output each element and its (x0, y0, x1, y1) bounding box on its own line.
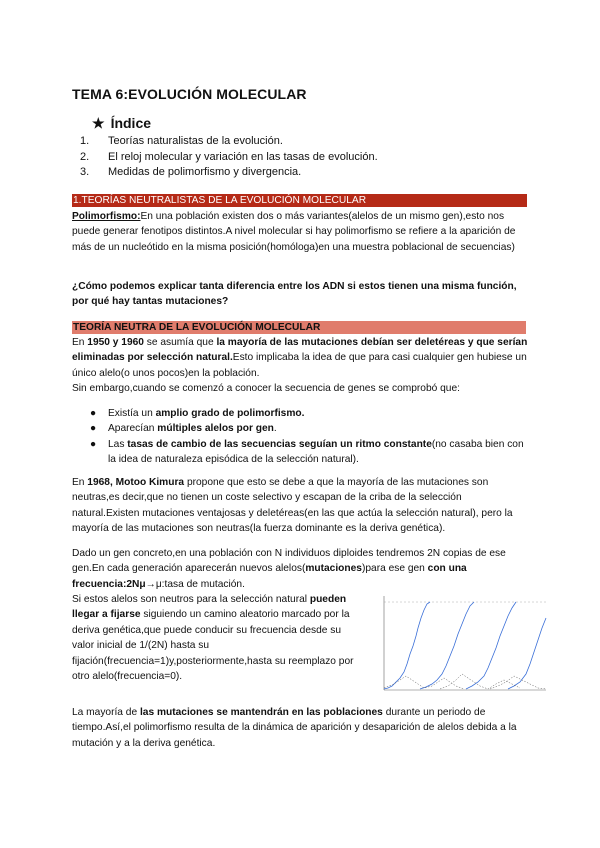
text-span: siguiendo un camino aleatorio marcado por la deriva genética,que puede conducir su frecuencia desde su valor inicial de 1/(2N) hasta su fijación(frecuencia=1)y,posteriormente,hasta su reemplazo por otro alelo(frecuencia=0). (72, 609, 354, 683)
text-span: . (273, 423, 277, 435)
section2-header: TEORÍA NEUTRA DE LA EVOLUCIÓN MOLECULAR (72, 321, 526, 334)
lost-allele-trajectory-2 (440, 674, 520, 689)
text-span: En (72, 337, 88, 348)
bold-span: 1950 y 1960 (87, 337, 144, 348)
bullet-text (108, 406, 304, 421)
genetic-drift-figure (380, 594, 548, 696)
text-span: (no casaba bien con la idea de naturaleza episódica de la selección natural). (108, 438, 524, 466)
paragraph-kimura (72, 475, 528, 537)
allele-trajectory-3 (466, 602, 516, 689)
text-span: durante un periodo de tiempo.Así,el polimorfismo resulta de la dinámica de aparición y desaparición de alelos debida a la mutación y a la deriva genética. (72, 707, 517, 749)
allele-trajectory-2 (420, 602, 474, 689)
index-item-text: Teorías naturalistas de la evolución. (108, 135, 283, 147)
allele-trajectory-4 (508, 618, 546, 689)
bullet-text (108, 437, 528, 468)
bold-span: las mutaciones se mantendrán en las poblaciones (139, 707, 383, 718)
polimorfismo-paragraph (72, 209, 528, 255)
paragraph-1950-1960 (72, 335, 528, 381)
star-icon: ★ (92, 115, 105, 131)
text-span: La mayoría de (72, 707, 140, 718)
bullet-list (90, 406, 528, 468)
lost-allele-trajectory-1 (384, 676, 464, 689)
bold-span: múltiples alelos por gen (157, 423, 274, 435)
paragraph-fijacion (72, 592, 364, 684)
bullet-item (90, 421, 528, 436)
index-heading (92, 115, 151, 132)
text-span: propone que esto se debe a que la mayoría de las mutaciones son neutras,es decir,que no tienen un coste selectivo y escapan de la criba de la selección natural.Existen mutaciones ventajosas y deletéreas(en las que actúa la selección natural), pero la mayoría de las mutaciones son neutras(la fuerza dominante es la deriva genética). (72, 477, 513, 535)
polimorfismo-definition: En una población existen dos o más variantes(alelos de un mismo gen),esto nos puede generar fenotipos distintos.A nivel molecular si hay polimorfismo se refiere a la aparición de más de un nucleótido en la misma posición(homóloga)en una muestra poblacional de secuencias) (72, 211, 516, 253)
paragraph-gen-concreto (72, 546, 528, 592)
polimorfismo-term: Polimorfismo: (72, 211, 141, 222)
text-span: Dado un gen concreto,en una población con N individuos diploides tendremos 2N copias de ese gen.En cada generación aparecerán nuevos alelos( (72, 548, 506, 575)
document-title: TEMA 6:EVOLUCIÓN MOLECULAR (72, 86, 307, 102)
bold-span: tasas de cambio de las secuencias seguían un ritmo constante (127, 438, 432, 450)
text-span: )para ese gen (361, 563, 428, 575)
bullet-icon: ● (90, 408, 97, 419)
bold-span: amplio grado de polimorfismo. (155, 408, 305, 419)
index-item (80, 134, 378, 150)
index-heading-text: Índice (110, 115, 152, 131)
paragraph-mayoria (72, 705, 528, 751)
bold-span: 1968, Motoo Kimura (87, 477, 185, 488)
bullet-item (90, 406, 528, 421)
bullet-item (90, 437, 528, 468)
section1-header: 1.TEORÍAS NEUTRALISTAS DE LA EVOLUCIÓN MOLECULAR (72, 194, 527, 207)
bold-span: con una frecuencia:2Nμ (72, 563, 467, 590)
index-item-text: El reloj molecular y variación en las tasas de evolución. (108, 150, 378, 163)
index-item-number: 2. (80, 150, 90, 163)
text-span: En (72, 477, 88, 488)
text-span: Existía un (108, 408, 156, 419)
text-span: Aparecían (108, 423, 158, 435)
allele-trajectory-1 (384, 602, 430, 689)
bold-span: la mayoría de las mutaciones debían ser deletéreas y que serían eliminadas por selección natural. (72, 337, 528, 364)
bold-span: mutaciones (305, 563, 362, 575)
index-list (80, 134, 378, 181)
index-item-number: 1. (80, 135, 90, 147)
bold-span: pueden llegar a fijarse (72, 594, 347, 621)
text-span: Esto implicaba la idea de que para casi cualquier gen hubiese un único alelo(o unos pocos)en la población. (72, 352, 527, 379)
text-span: Si estos alelos son neutros para la selección natural (72, 594, 310, 605)
text-span: →μ:tasa de mutación. (145, 578, 245, 590)
index-item-text: Medidas de polimorfismo y divergencia. (108, 166, 302, 178)
text-span: Las (108, 438, 128, 450)
bullet-icon: ● (90, 423, 97, 435)
text-span: se asumía que (143, 337, 217, 348)
bullet-icon: ● (90, 438, 97, 450)
index-item (80, 150, 378, 166)
index-item-number: 3. (80, 166, 90, 178)
paragraph-sin-embargo: Sin embargo,cuando se comenzó a conocer la secuencia de genes se comprobó que: (72, 383, 460, 394)
section1-question: ¿Cómo podemos explicar tanta diferencia entre los ADN si estos tienen una misma función, por qué hay tantas mutaciones? (72, 281, 517, 308)
bullet-text (108, 421, 277, 436)
index-item (80, 165, 378, 181)
